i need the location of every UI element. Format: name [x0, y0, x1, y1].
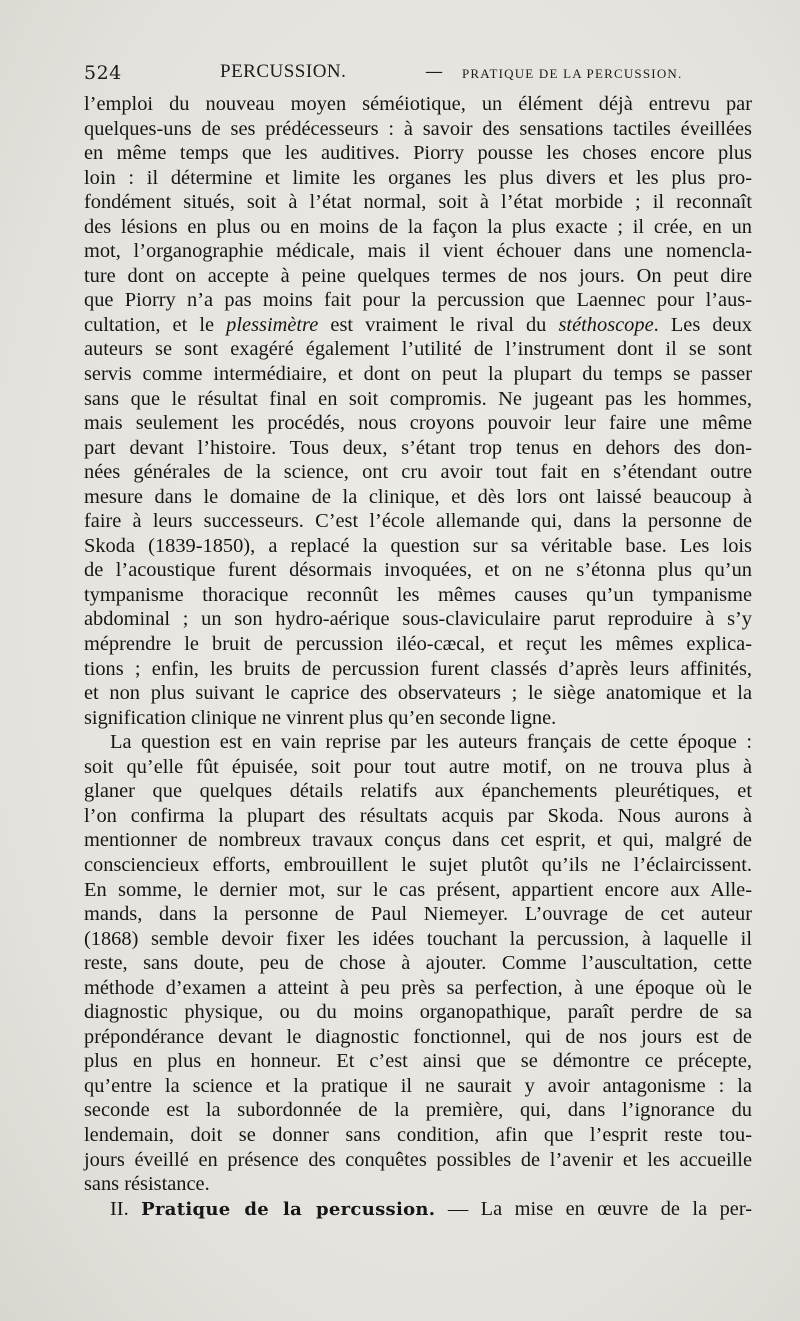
text-line: faire à leurs successeurs. C’est l’école allemande qui, dans la personne de [84, 510, 752, 533]
text-line: abdominal ; un son hydro-aérique sous-claviculaire parut reproduire à s’y [84, 608, 752, 631]
text-line: ture dont on accepte à peine quelques termes de nos jours. On peut dire [84, 264, 752, 287]
running-subtitle: PRATIQUE DE LA PERCUSSION. [462, 66, 683, 81]
text-line: loin : il détermine et limite les organes les plus divers et les plus pro- [84, 166, 752, 189]
text-line: plus en plus en honneur. Et c’est ainsi que se démontre ce précepte, [84, 1050, 752, 1073]
italic-term: plessimètre [226, 313, 319, 336]
text-fragment: cultation, et le [84, 313, 227, 336]
text-line: mais seulement les procédés, nous croyons pouvoir leur faire une même [84, 412, 752, 435]
text-line: l’emploi du nouveau moyen séméiotique, un élément déjà entrevu par [84, 93, 752, 115]
text-line: de l’acoustique furent désormais invoquées, et on ne s’étonna plus qu’un [84, 559, 752, 582]
italic-term: stéthoscope [558, 313, 654, 336]
text-line: lendemain, doit se donner sans condition, afin que l’esprit reste tou- [84, 1123, 752, 1146]
text-line: mentionner de nombreux travaux conçus dans cet esprit, et qui, malgré de [84, 829, 752, 852]
section-heading: Pratique de la percussion. [141, 1198, 436, 1220]
running-separator: — [425, 61, 443, 82]
text-line: mot, l’organographie médicale, mais il vient échouer dans une nomencla- [84, 240, 752, 263]
text-line: que Piorry n’a pas moins fait pour la percussion que Laennec pour l’aus- [84, 289, 752, 312]
text-line: tympanisme thoracique reconnût les mêmes causes qu’un tympanisme [84, 583, 752, 606]
text-line: soit qu’elle fût épuisée, soit pour tout autre motif, on ne trouva plus à [84, 755, 752, 778]
running-title: PERCUSSION. [220, 61, 347, 82]
text-line: mands, dans la personne de Paul Niemeyer. L’ouvrage de cet auteur [84, 903, 752, 926]
text-line: part devant l’histoire. Tous deux, s’étant trop tenus en dehors des don- [84, 436, 752, 459]
text-line: seconde est la subordonnée de la première, qui, dans l’ignorance du [84, 1099, 752, 1122]
text-line: prépondérance devant le diagnostic fonctionnel, qui de nos jours est de [84, 1025, 752, 1048]
text-line: qu’entre la science et la pratique il ne saurait y avoir antagonisme : la [84, 1074, 752, 1097]
body-text [84, 92, 752, 1221]
text-line: fondément situés, soit à l’état normal, soit à l’état morbide ; il reconnaît [84, 191, 752, 214]
page-number: 524 [84, 62, 122, 84]
text-line: servis comme intermédiaire, et dont on peut la plupart du temps se passer [84, 363, 752, 386]
text-line: Skoda (1839-1850), a replacé la question sur sa véritable base. Les lois [84, 534, 752, 557]
text-line: l’on confirma la plupart des résultats acquis par Skoda. Nous aurons à [84, 804, 752, 827]
text-line: méprendre le bruit de percussion iléo-cæcal, et reçut les mêmes explica- [84, 633, 752, 656]
text-line: En somme, le dernier mot, sur le cas présent, appartient encore aux Alle- [84, 878, 752, 901]
text-line: mesure dans le domaine de la clinique, et dès lors ont laissé beaucoup à [84, 485, 752, 508]
text-fragment: II. [110, 1197, 142, 1220]
text-line: reste, sans doute, peu de chose à ajouter. Comme l’auscultation, cette [84, 952, 752, 975]
running-header [84, 60, 752, 88]
text-line: nées générales de la science, ont cru avoir tout fait en s’étendant outre [84, 461, 752, 484]
text-line: signification clinique ne vinrent plus qu’en seconde ligne. [84, 706, 557, 729]
text-fragment: . Les deux [653, 313, 752, 336]
text-line: et non plus suivant le caprice des observateurs ; le siège anatomique et la [84, 682, 752, 705]
text-line: diagnostic physique, ou du moins organopathique, paraît perdre de sa [84, 1001, 752, 1024]
text-line: (1868) semble devoir fixer les idées touchant la percussion, à laquelle il [84, 927, 752, 950]
text-line: consciencieux efforts, embrouillent le sujet plutôt qu’ils ne l’éclaircissent. [84, 853, 752, 876]
text-fragment: — La mise en œuvre de la per- [435, 1197, 752, 1220]
text-line: tions ; enfin, les bruits de percussion furent classés d’après leurs affinités, [84, 657, 752, 680]
text-line [84, 313, 752, 338]
text-line: auteurs se sont exagéré également l’utilité de l’instrument dont il se sont [84, 338, 752, 361]
text-line [84, 1197, 752, 1222]
text-fragment: est vraiment le rival du [318, 313, 559, 336]
text-line: sans que le résultat final en soit compromis. Ne jugeant pas les hommes, [84, 387, 752, 410]
text-line: en même temps que les auditives. Piorry pousse les choses encore plus [84, 142, 752, 165]
text-line: méthode d’examen a atteint à peu près sa perfection, à une époque où le [84, 976, 752, 999]
text-line: quelques-uns de ses prédécesseurs : à savoir des sensations tactiles éveillées [84, 117, 752, 140]
text-line: sans résistance. [84, 1173, 210, 1196]
text-line: des lésions en plus ou en moins de la façon la plus exacte ; il crée, en un [84, 215, 752, 238]
text-line: jours éveillé en présence des conquêtes possibles de l’avenir et les accueille [84, 1148, 752, 1171]
text-line: glaner que quelques détails relatifs aux épanchements pleurétiques, et [84, 780, 752, 803]
text-line: La question est en vain reprise par les auteurs français de cette époque : [110, 731, 752, 754]
